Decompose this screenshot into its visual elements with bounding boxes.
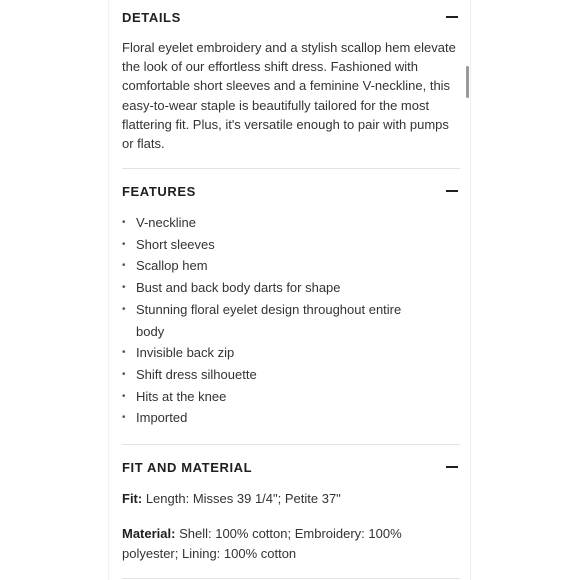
- frame-left-border: [108, 0, 109, 580]
- fit-material-divider: [122, 578, 460, 579]
- features-divider: [122, 444, 460, 445]
- fit-line: [122, 489, 460, 509]
- minus-icon[interactable]: [446, 190, 458, 192]
- minus-icon[interactable]: [446, 16, 458, 18]
- details-text: Floral eyelet embroidery and a stylish scallop hem elevate the look of our effortless shift dress. Fashioned with comfortable short sleeves and a feminine V-neckline, this easy-to-wear staple is beautifully tailored for the most flattering fit. Plus, it's versatile enough to pair with pumps or flats.: [122, 40, 456, 152]
- details-divider: [122, 168, 460, 169]
- list-item: • Shift dress silhouette: [122, 364, 432, 386]
- details-header[interactable]: [122, 0, 460, 34]
- list-item: • Bust and back body darts for shape: [122, 277, 432, 299]
- list-item: • Invisible back zip: [122, 342, 432, 364]
- list-item: • V-neckline: [122, 212, 432, 234]
- minus-icon[interactable]: [446, 466, 458, 468]
- scrollbar-thumb[interactable]: [466, 66, 469, 98]
- features-header[interactable]: [122, 174, 460, 208]
- fit-material-header[interactable]: [122, 450, 460, 484]
- list-item: • Scallop hem: [122, 255, 432, 277]
- list-item: • Hits at the knee: [122, 386, 432, 408]
- list-item: • Stunning floral eyelet design throughout entire body: [122, 299, 432, 342]
- features-title: FEATURES: [122, 183, 196, 199]
- fit-material-title: FIT AND MATERIAL: [122, 459, 253, 475]
- fit-value: Length: Misses 39 1/4"; Petite 37": [142, 491, 341, 506]
- list-item: • Short sleeves: [122, 234, 432, 256]
- frame-right-border: [470, 0, 471, 580]
- features-list: [122, 212, 432, 429]
- material-label: Material:: [122, 526, 176, 541]
- material-value: Shell: 100% cotton; Embroidery: 100% polyester; Lining: 100% cotton: [122, 526, 402, 561]
- details-title: DETAILS: [122, 9, 181, 25]
- material-line: [122, 524, 432, 564]
- list-item: • Imported: [122, 407, 432, 429]
- fit-label: Fit:: [122, 491, 143, 506]
